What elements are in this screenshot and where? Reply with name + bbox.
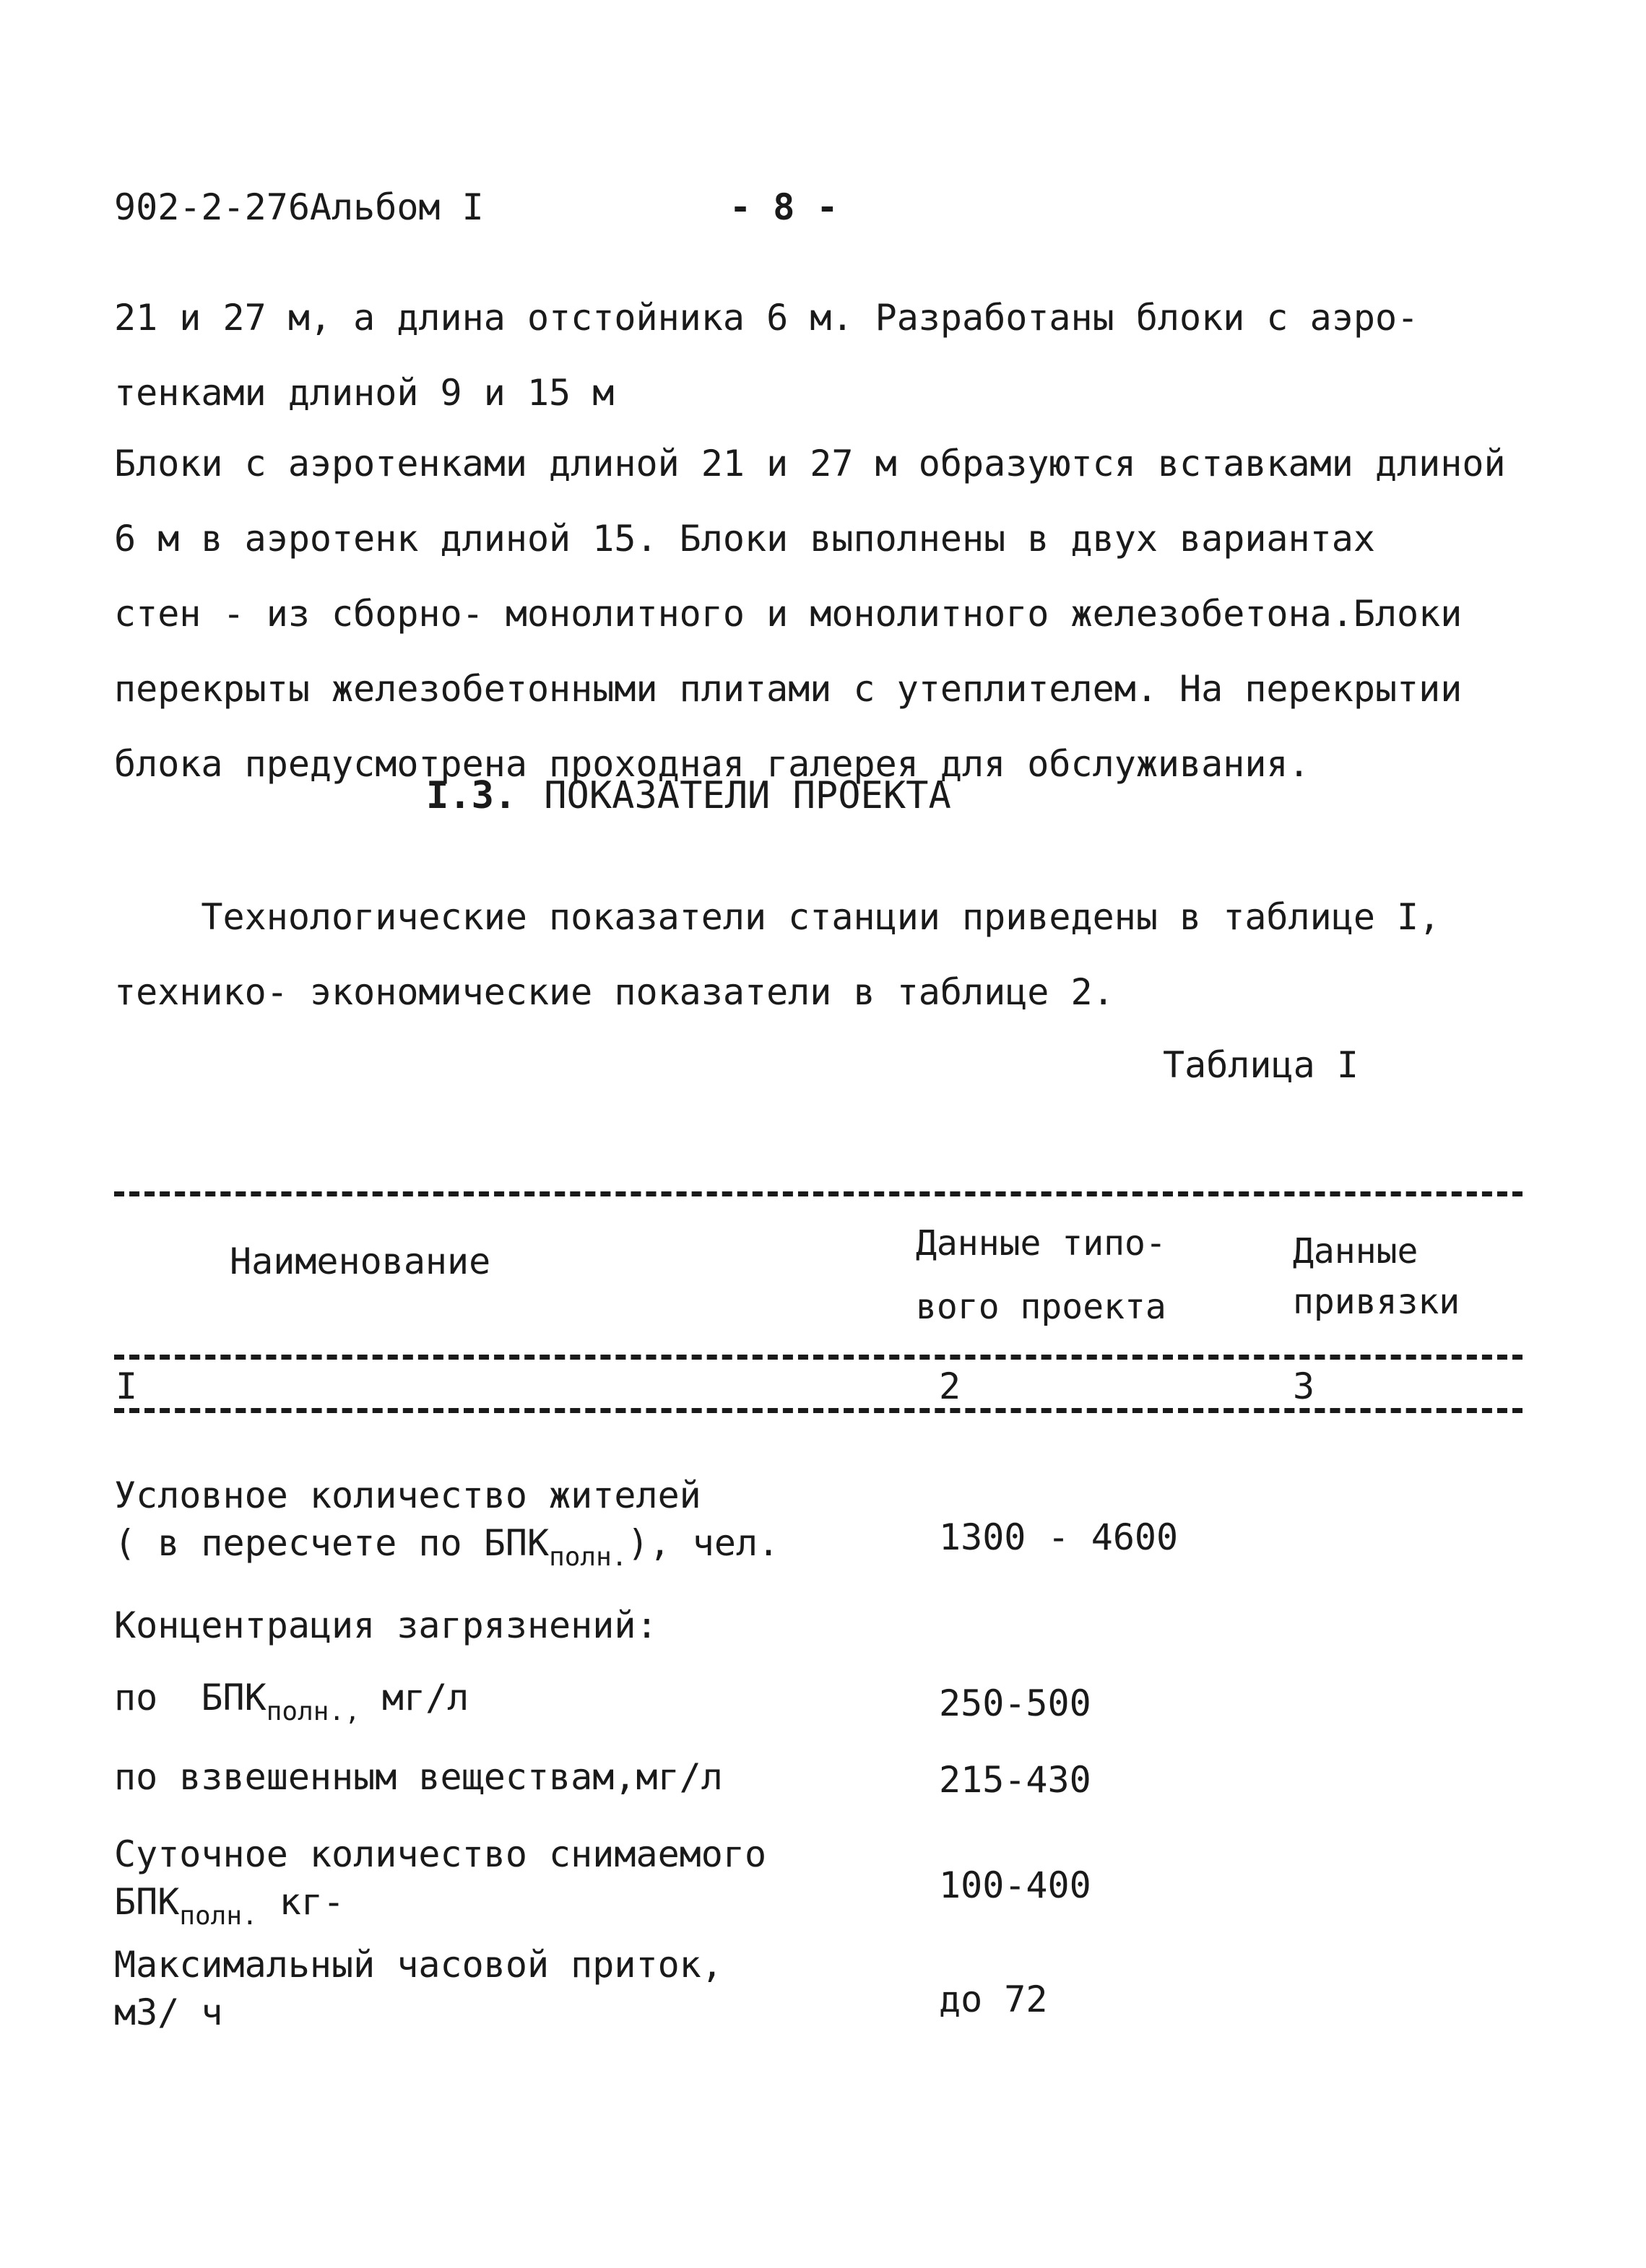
table-row-value: 100-400: [939, 1864, 1091, 1906]
table-rule-top: [114, 1191, 1522, 1196]
paragraph-2: Блоки с аэротенками длиной 21 и 27 м образуются вставками длиной 6 м в аэротенк длиной 15. Блоки выполнены в двух вариантах стен - из сборно- монолитного и монолитного железобетона.Блоки перекрыты железобетонными плитами с утеплителем. На перекрытии блока предусмотрена проходная галерея для обслуживания.: [114, 443, 1506, 785]
table-row-value: до 72: [939, 1978, 1048, 2020]
table-header-typical: Данные типо- вого проекта: [916, 1223, 1166, 1327]
document-code: 902-2-276Альбом I: [114, 186, 484, 228]
table-row-label: по $БПК_{полн.,}$ мг/л: [114, 1677, 469, 1726]
table-row-value: 1300 - 4600: [939, 1516, 1179, 1558]
table-header-name: Наименование: [230, 1241, 491, 1282]
column-number-1: I: [116, 1365, 138, 1407]
table-row-label: Суточное количество снимаемого $БПК_{полн.}$ кг-: [114, 1833, 767, 1931]
column-number-3: 3: [1293, 1365, 1315, 1407]
table-label: Таблица I: [1163, 1044, 1359, 1086]
table-header-binding: Данные привязки: [1293, 1231, 1460, 1322]
section-title: ПОКАЗАТЕЛИ ПРОЕКТА: [544, 774, 951, 817]
page-number: - 8 -: [729, 186, 839, 228]
table-row-label: Условное количество жителей ( в пересчете по $БПК_{полн.}$), чел.: [114, 1474, 780, 1572]
table-row-label: Максимальный часовой приток, м3/ ч: [114, 1944, 723, 2033]
paragraph-1: 21 и 27 м, а длина отстойника 6 м. Разработаны блоки с аэро- тенками длиной 9 и 15 м: [114, 297, 1419, 414]
section-number: I.3.: [426, 774, 517, 817]
table-row-value: 250-500: [939, 1682, 1091, 1724]
table-rule-header: [114, 1355, 1522, 1360]
paragraph-3: Технологические показатели станции приведены в таблице I, технико- экономические показатели в таблице 2.: [114, 896, 1441, 1013]
column-number-2: 2: [939, 1365, 961, 1407]
section-heading: [426, 774, 951, 817]
table-rule-numbers: [114, 1408, 1522, 1413]
table-row-label: по взвешенным веществам,мг/л: [114, 1756, 723, 1798]
table-row-value: 215-430: [939, 1759, 1091, 1801]
table-row-label: Концентрация загрязнений:: [114, 1604, 658, 1646]
